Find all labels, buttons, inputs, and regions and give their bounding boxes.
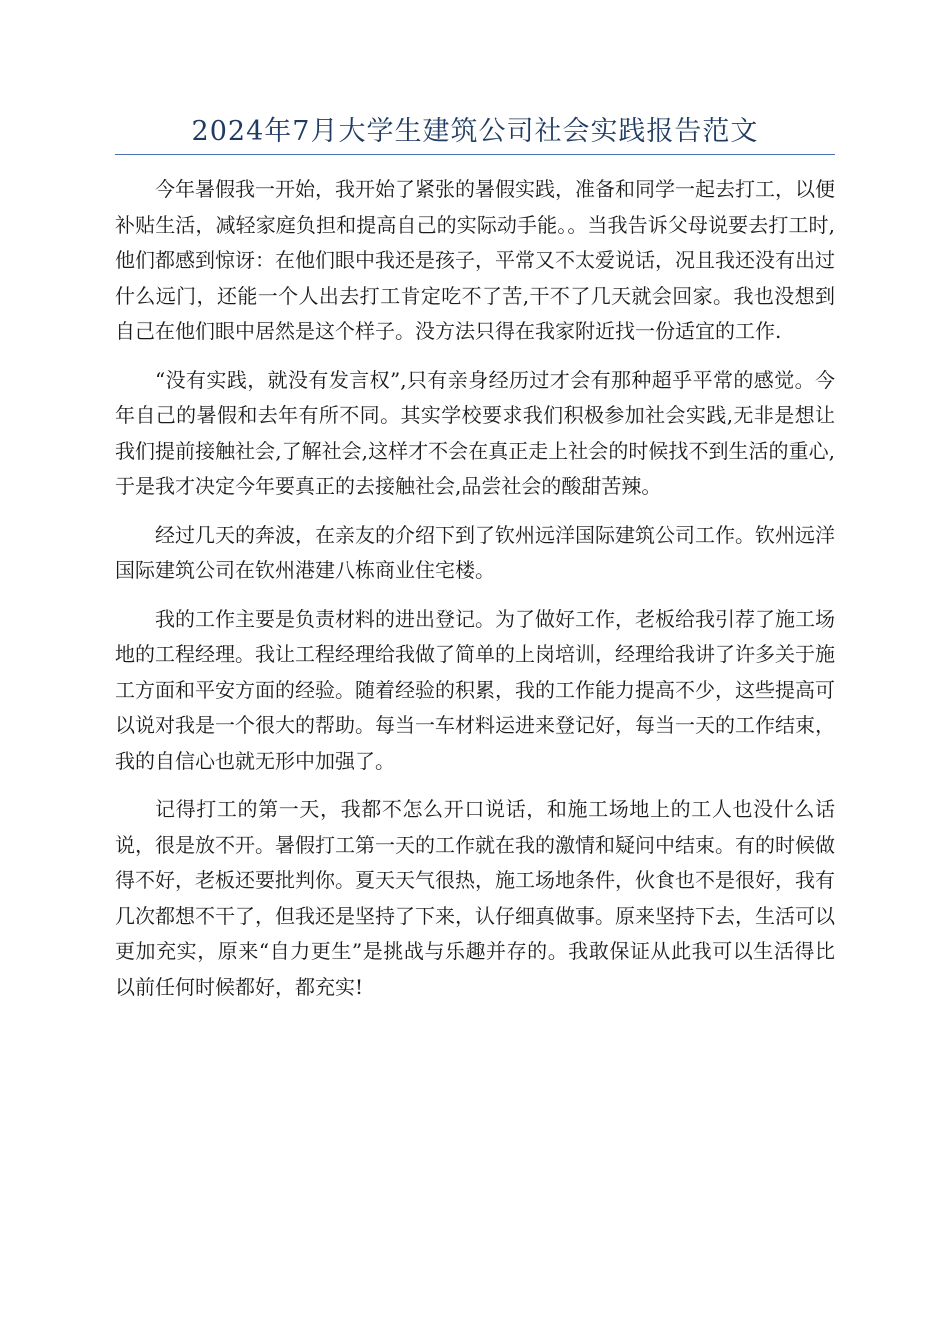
- paragraph: 今年暑假我一开始，我开始了紧张的暑假实践，准备和同学一起去打工，以便补贴生活，减轻家庭负担和提高自己的实际动手能。。当我告诉父母说要去打工时,他们都感到惊讶：在他们眼中我还是孩子，平常又不太爱说话，况且我还没有出过什么远门，还能一个人出去打工肯定吃不了苦,干不了几天就会回家。我也没想到自己在他们眼中居然是这个样子。没方法只得在我家附近找一份适宜的工作.: [115, 177, 835, 343]
- document-title: 2024年7月大学生建筑公司社会实践报告范文: [191, 116, 759, 147]
- title-underline: [115, 154, 835, 155]
- paragraph: “没有实践，就没有发言权”,只有亲身经历过才会有那种超乎平常的感觉。今年自己的暑假和去年有所不同。其实学校要求我们积极参加社会实践,无非是想让我们提前接触社会,了解社会,这样才不会在真正走上社会的时候找不到生活的重心,于是我才决定今年要真正的去接触社会,品尝社会的酸甜苦辣。: [115, 367, 835, 498]
- paragraph: 经过几天的奔波，在亲友的介绍下到了钦州远洋国际建筑公司工作。钦州远洋国际建筑公司在钦州港建八栋商业住宅楼。: [115, 522, 835, 582]
- document-body: [115, 172, 835, 1018]
- paragraph: 我的工作主要是负责材料的进出登记。为了做好工作，老板给我引荐了施工场地的工程经理。我让工程经理给我做了简单的上岗培训，经理给我讲了许多关于施工方面和平安方面的经验。随着经验的积累，我的工作能力提高不少，这些提高可以说对我是一个很大的帮助。每当一车材料运进来登记好，每当一天的工作结束，我的自信心也就无形中加强了。: [115, 606, 835, 773]
- paragraph: 记得打工的第一天，我都不怎么开口说话，和施工场地上的工人也没什么话说，很是放不开。暑假打工第一天的工作就在我的激情和疑问中结束。有的时候做得不好，老板还要批判你。夏天天气很热，施工场地条件，伙食也不是很好，我有几次都想不干了，但我还是坚持了下来，认仔细真做事。原来坚持下去，生活可以更加充实，原来“自力更生”是挑战与乐趣并存的。我敢保证从此我可以生活得比以前任何时候都好，都充实!: [115, 797, 835, 999]
